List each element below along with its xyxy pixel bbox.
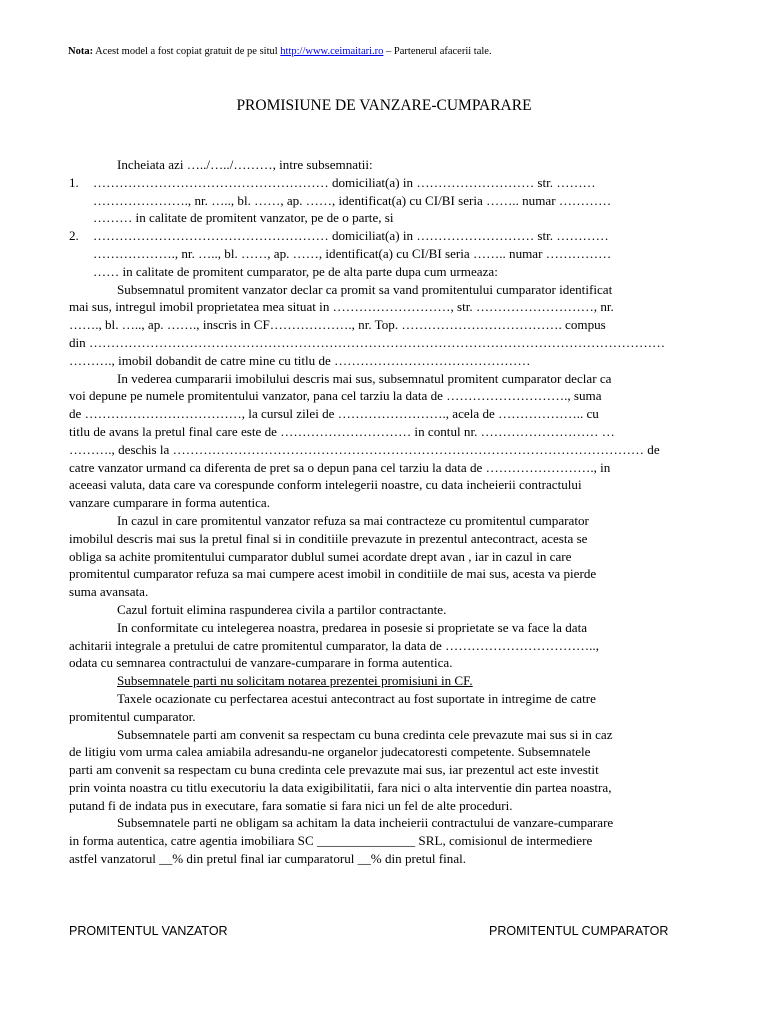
body-line: Taxele ocazionate cu perfectarea acestui antecontract au fost suportate in intregime de catre: [117, 690, 596, 706]
note-label: Nota:: [68, 46, 94, 57]
body-line: Subsemnatele parti ne obligam sa achitam la data incheierii contractului de vanzare-cumparare: [117, 815, 614, 831]
body-line-underlined: [69, 672, 709, 690]
body-line: …………………., nr. ….., bl. ……, ap. ……, identificat(a) cu CI/BI seria …….. numar …………: [93, 192, 612, 208]
body-line: din ……………………………………………………………………………………………………………………: [69, 334, 666, 350]
body-line: parti am convenit sa respectam cu buna credinta cele prevazute mai sus, iar prezentul act este investit: [69, 762, 599, 778]
body-line: promitentul cumparator.: [69, 708, 196, 724]
body-line: Incheiata azi …../…../………, intre subsemnatii:: [117, 157, 373, 172]
body-line: ……., bl. ….., ap. ……., inscris in CF………………., nr. Top. ………………………………. compus: [69, 317, 606, 333]
body-line: ……………………………………………… domiciliat(a) in ……………………… str. …………: [93, 228, 609, 244]
body-line: ………………., nr. ….., bl. ……, ap. ……, identificat(a) cu CI/BI seria …….. numar ……………: [93, 245, 612, 261]
body-line: ……… in calitate de promitent vanzator, pe de o parte, si: [93, 210, 394, 226]
document-body: [69, 156, 709, 868]
body-line: de litigiu vom urma calea amiabila adresandu-ne organelor judecatoresti competente. Subsemnatele: [69, 744, 591, 760]
body-line: promitentul cumparator refuza sa mai cumpere acest imobil in conditiile de mai sus, acesta va pierde: [69, 566, 597, 582]
note-text-after: – Partenerul afacerii tale.: [383, 46, 492, 57]
body-line: Subsemnatele parti am convenit sa respectam cu buna credinta cele prevazute mai sus si in caz: [117, 726, 613, 742]
body-line: In vederea cumpararii imobilului descris mai sus, subsemnatul promitent cumparator declar ca: [117, 370, 612, 386]
note-text-before: Acest model a fost copiat gratuit de pe situl: [93, 46, 281, 57]
body-line: suma avansata.: [69, 584, 149, 600]
body-line: de ………………………………, la cursul zilei de ……………………., acela de ……………….. cu: [69, 406, 599, 422]
body-line: aceeasi valuta, data care va corespunde conform intelegerii noastre, cu data incheierii contractului: [69, 477, 582, 493]
body-line: …… in calitate de promitent cumparator, pe de alta parte dupa cum urmeaza:: [93, 263, 498, 279]
body-line: titlu de avans la pretul final care este de ………………………… in contul nr. ……………………… …: [69, 423, 615, 439]
body-line: voi depune pe numele promitentului vanzator, pana cel tarziu la data de ………………………., suma: [69, 388, 602, 404]
body-line: In conformitate cu intelegerea noastra, predarea in posesie si proprietate se va face la data: [117, 619, 588, 635]
body-line: achitarii integrale a pretului de catre promitentul cumparator, la data de ……………………………..,: [69, 637, 599, 653]
body-line: putand fi de indata pus in executare, fara somatie si fara nici un fel de alte proceduri.: [69, 797, 513, 813]
body-line: obliga sa achite promitentului cumparator dublul sumei acordate drept avan , iar in cazul in care: [69, 548, 572, 564]
party-2-line: [69, 227, 709, 245]
body-line: Cazul fortuit elimina raspunderea civila a partilor contractante.: [117, 601, 447, 617]
body-line: astfel vanzatorul __% din pretul final iar cumparatorul __% din pretul final.: [69, 851, 467, 867]
body-line: In cazul in care promitentul vanzator refuza sa mai contracteze cu promitentul cumparator: [117, 512, 589, 528]
buyer-signature-label: PROMITENTUL CUMPARATOR: [489, 924, 669, 938]
body-line: ………., imobil dobandit de catre mine cu titlu de ………………………………………: [69, 352, 531, 368]
body-line: ………., deschis la ……………………………………………………………………………………………… de: [69, 441, 660, 457]
body-line: vanzare cumparare in forma autentica.: [69, 495, 271, 511]
document-title: PROMISIUNE DE VANZARE-CUMPARARE: [236, 97, 532, 114]
source-link[interactable]: http://www.ceimaitari.ro: [280, 46, 384, 57]
party-1-number: 1.: [69, 174, 79, 190]
body-line: mai sus, intregul imobil proprietatea mea situat in ………………………, str. ………………………, nr.: [69, 299, 614, 315]
seller-signature-label: PROMITENTUL VANZATOR: [69, 924, 228, 938]
no-cf-notation-clause: Subsemnatele parti nu solicitam notarea prezentei promisiuni in CF.: [117, 673, 473, 689]
body-line: odata cu semnarea contractului de vanzare-cumparare in forma autentica.: [69, 655, 453, 671]
party-1-line: [69, 174, 709, 192]
party-2-number: 2.: [69, 228, 79, 244]
body-line: prin vointa noastra cu titlu executoriu la data exigibilitatii, fara nici o alta interventie din partea noastra,: [69, 779, 612, 795]
body-line: Subsemnatul promitent vanzator declar ca promit sa vand promitentului cumparator identificat: [117, 281, 613, 297]
source-note: [68, 45, 708, 59]
body-line: catre vanzator urmand ca diferenta de pret sa o depun pana cel tarziu la data de ……………………., in: [69, 459, 611, 475]
body-line: imobilul descris mai sus la pretul final si in conditiile prevazute in prezentul antecontract, acesta se: [69, 530, 588, 546]
body-line: ……………………………………………… domiciliat(a) in ……………………… str. ………: [93, 174, 596, 190]
body-line: in forma autentica, catre agentia imobiliara SC _______________ SRL, comisionul de intermediere: [69, 833, 593, 849]
